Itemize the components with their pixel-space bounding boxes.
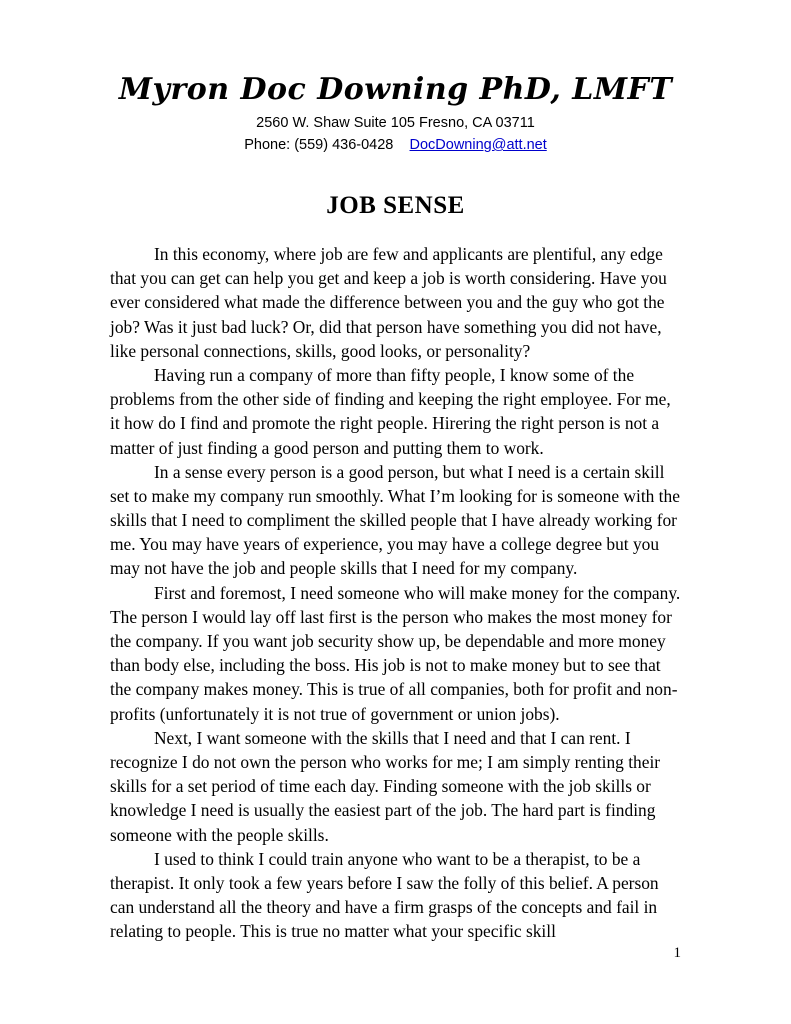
practice-name: Myron Doc Downing PhD, LMFT — [118, 72, 673, 107]
phone-label: Phone: (559) 436-0428 — [244, 137, 394, 154]
contact-line — [110, 135, 681, 156]
paragraph: In this economy, where job are few and applicants are plentiful, any edge that you can get can help you get and keep a job is worth considering. Have you ever considered what made the difference between you and the guy who got the job? Was it just bad luck? Or, did that person have something you did not have, like personal connections, skills, good looks, or personality? — [110, 244, 667, 361]
page-number: 1 — [673, 945, 681, 961]
paragraph: In a sense every person is a good person, but what I need is a certain skill set to make my company run smoothly. What I’m looking for is someone with the skills that I need to compliment the skilled people that I have already working for me. You may have years of experience, you may have a college degree but you may not have the job and people skills that I need for my company. — [110, 461, 680, 579]
email-link[interactable]: DocDowning@att.net — [409, 137, 547, 154]
paragraph: Next, I want someone with the skills that I need and that I can rent. I recognize I do not own the person who works for me; I am simply renting their skills for a set period of time each day. Finding someone with the job skills or knowledge I need is usually the easiest part of the job. The hard part is finding someone with the people skills. — [110, 727, 661, 845]
paragraph: I used to think I could train anyone who want to be a therapist, to be a therapist. It only took a few years before I saw the folly of this belief. A person can understand all the theory and have a firm grasps of the concepts and fail in relating to people. This is true no matter what your specific skill — [110, 848, 659, 942]
document-body — [110, 242, 681, 943]
address-line: 2560 W. Shaw Suite 105 Fresno, CA 03711 — [256, 115, 535, 131]
paragraph: First and foremost, I need someone who will make money for the company. The person I would lay off last first is the person who makes the most money for the company. If you want job security show up, be dependable and more money than body else, including the boss. His job is not to make money but to see that the company makes money. This is true of all companies, both for profit and non-profits (unfortunately it is not true of government or union jobs). — [110, 582, 681, 724]
page-title: JOB SENSE — [326, 192, 465, 220]
paragraph: Having run a company of more than fifty people, I know some of the problems from the other side of finding and keeping the right employee. For me, it how do I find and promote the right people. Hirering the right person is not a matter of just finding a good person and putting them to work. — [110, 364, 671, 458]
letterhead — [110, 72, 681, 156]
